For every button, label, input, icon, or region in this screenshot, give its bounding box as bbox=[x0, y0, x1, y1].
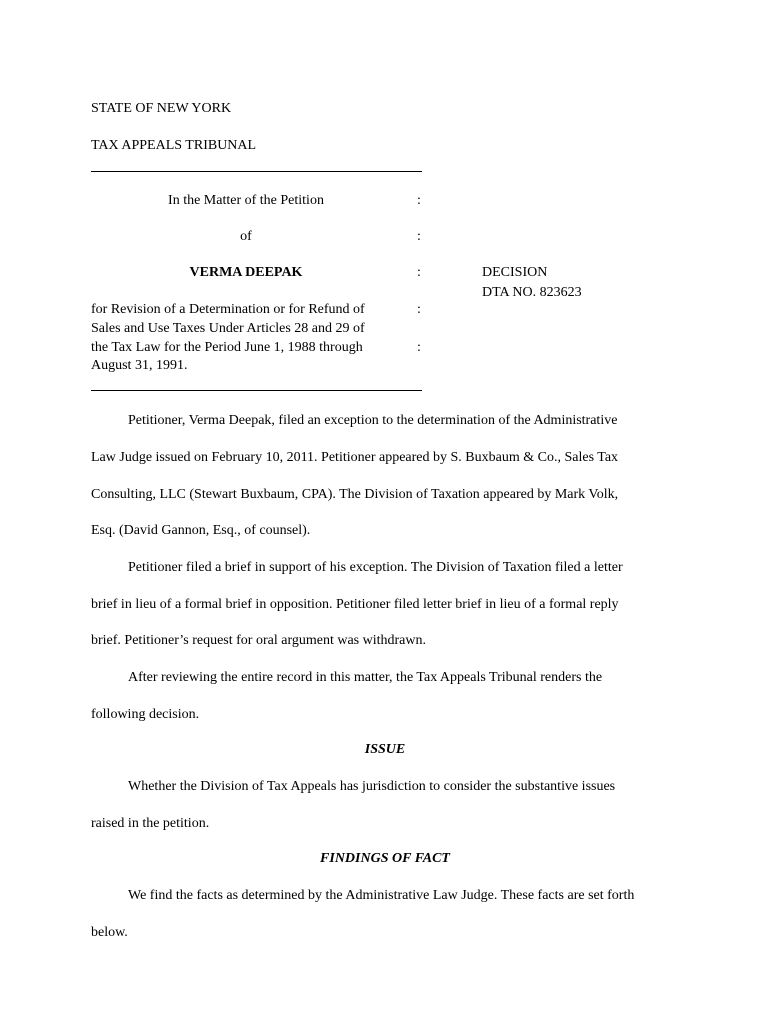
body-line: below. bbox=[91, 925, 128, 940]
body-line: Law Judge issued on February 10, 2011. Petitioner appeared by S. Buxbaum & Co., Sales Tax bbox=[91, 450, 619, 465]
body-line: Esq. (David Gannon, Esq., of counsel). bbox=[91, 523, 311, 538]
matter-line: In the Matter of the Petition bbox=[168, 193, 324, 208]
body-line: following decision. bbox=[91, 707, 200, 722]
caption-colon: : bbox=[417, 302, 421, 317]
decision-label: DECISION bbox=[482, 265, 548, 280]
body-line: raised in the petition. bbox=[91, 816, 210, 831]
body-line: Petitioner filed a brief in support of his exception. The Division of Taxation filed a letter bbox=[128, 560, 623, 575]
body-line: brief. Petitioner’s request for oral argument was withdrawn. bbox=[91, 633, 427, 648]
issue-heading: ISSUE bbox=[364, 742, 406, 757]
state-heading: STATE OF NEW YORK bbox=[91, 101, 232, 116]
caption-top-rule bbox=[91, 171, 422, 172]
caption-colon: : bbox=[417, 229, 421, 244]
dta-number: DTA NO. 823623 bbox=[482, 285, 582, 300]
petitioner-name: VERMA DEEPAK bbox=[189, 265, 303, 280]
caption-description-line: for Revision of a Determination or for Refund of bbox=[91, 302, 365, 317]
body-line: Whether the Division of Tax Appeals has jurisdiction to consider the substantive issues bbox=[128, 779, 616, 794]
caption-colon: : bbox=[417, 340, 421, 355]
of-line: of bbox=[240, 229, 252, 244]
body-line: Petitioner, Verma Deepak, filed an exception to the determination of the Administrative bbox=[128, 413, 618, 428]
body-line: After reviewing the entire record in this matter, the Tax Appeals Tribunal renders the bbox=[128, 670, 603, 685]
caption-bottom-rule bbox=[91, 390, 422, 391]
caption-description-line: Sales and Use Taxes Under Articles 28 and 29 of bbox=[91, 321, 365, 336]
caption-colon: : bbox=[417, 193, 421, 208]
caption-colon: : bbox=[417, 265, 421, 280]
body-line: Consulting, LLC (Stewart Buxbaum, CPA). The Division of Taxation appeared by Mark Volk, bbox=[91, 487, 619, 502]
body-line: brief in lieu of a formal brief in opposition. Petitioner filed letter brief in lieu of a formal reply bbox=[91, 597, 619, 612]
tribunal-heading: TAX APPEALS TRIBUNAL bbox=[91, 138, 257, 153]
body-line: We find the facts as determined by the Administrative Law Judge. These facts are set forth bbox=[128, 888, 635, 903]
caption-description-line: August 31, 1991. bbox=[91, 358, 188, 373]
caption-description-line: the Tax Law for the Period June 1, 1988 through bbox=[91, 340, 363, 355]
findings-heading: FINDINGS OF FACT bbox=[320, 851, 450, 866]
